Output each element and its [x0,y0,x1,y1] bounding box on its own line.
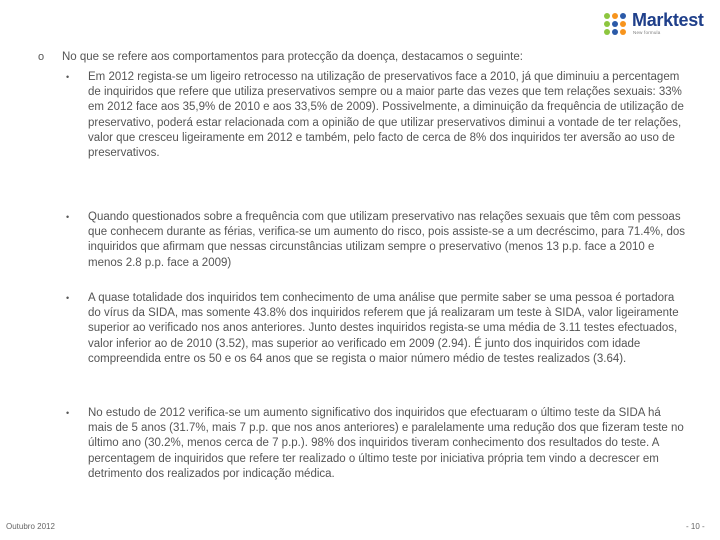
bullet-marker: • [66,212,70,222]
logo-name: Marktest [632,10,704,30]
logo-dots-icon [604,13,630,35]
bullet-text: Em 2012 regista-se um ligeiro retrocesso na utilização de preservativos face a 2010, já que diminuiu a percentagem de inquiridos que refere que utiliza preservativos sempre ou a maior parte das vezes que tem relações sexuais: 33% em 2012 face aos 35,9% de 2010 e aos 33,5% de 2009). Possivelmente, a diminuição da frequência de utilização de preservativo, poderá estar relacionada com a opinião de que utilizar preservativos diminui a vontade de ter relações, valor que cresceu ligeiramente em 2012 e também, pelo facto de cerca de 8% dos inquiridos ter aversão ao uso de preservativos. [88,71,684,160]
bullet-text: A quase totalidade dos inquiridos tem conhecimento de uma análise que permite saber se uma pessoa é portadora do vírus da SIDA, mas somente 43.8% dos inquiridos referem que já realizaram um teste à SIDA, valor ligeiramente superior ao verificado nos anos anteriores. Junto destes inquiridos regista-se uma média de 3.11 testes efectuados, valor inferior ao de 2010 (3.52), mas superior ao verificado em 2009 (2.94). É junto dos inquiridos com idade compreendida entre os 50 e os 64 anos que se regista o maior número médio de testes realizados (3.64). [88,292,679,365]
bullet-text: Quando questionados sobre a frequência com que utilizam preservativo nas relações sexuais que têm com pessoas que conhecem durante as férias, verifica-se um aumento do risco, pois assiste-se a um decréscimo, para 71.4%, dos inquiridos que afirmam que nessas circunstâncias utilizam sempre o preservativo (menos 13 p.p. face a 2010 e menos 2.8 p.p. face a 2009) [88,211,686,269]
logo-tagline: New formula [633,30,661,35]
bullet-marker: • [66,293,70,303]
intro-text: No que se refere aos comportamentos para protecção da doença, destacamos o seguinte: [62,51,523,63]
bullet-marker: • [66,72,70,82]
intro-bullet: o [38,51,45,63]
bullet-text: No estudo de 2012 verifica-se um aumento significativo dos inquiridos que efectuaram o último teste da SIDA há mais de 5 anos (31.7%, mais 7 p.p. que nos anos anteriores) e paralelamente uma redução dos que fizeram teste no último ano (30.2%, menos cerca de 7 p.p.). 98% dos inquiridos tiveram conhecimento dos resultados do teste. A percentagem de inquiridos que refere ter realizado o último teste por iniciativa própria tem vindo a decrescer em detrimento dos realizados por indicação médica. [88,407,684,480]
bullet-paragraph-4 [66,406,688,482]
bullet-paragraph-1 [66,70,688,161]
bullet-paragraph-3 [66,291,688,367]
bullet-marker: • [66,408,70,418]
footer-page-number: - 10 - [686,522,705,531]
footer-date: Outubro 2012 [6,522,55,531]
marktest-logo [604,12,714,38]
bullet-paragraph-2 [66,210,688,271]
